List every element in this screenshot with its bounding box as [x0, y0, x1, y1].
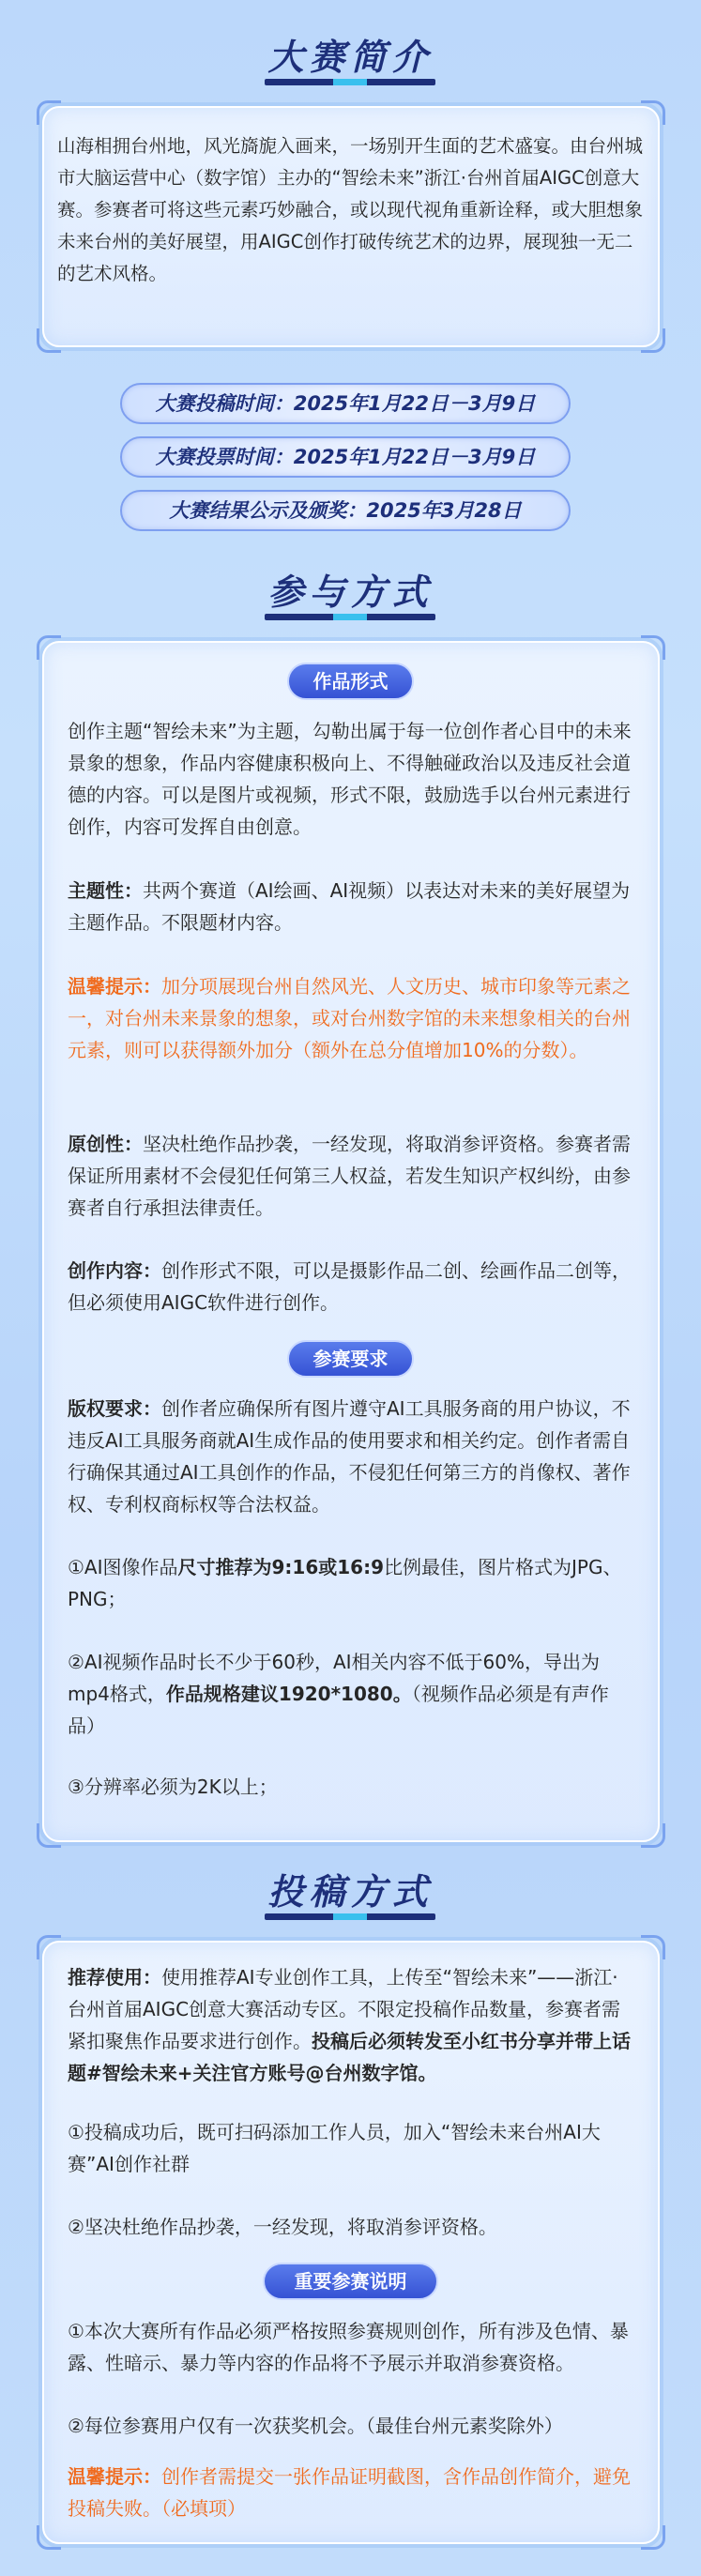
originality-paragraph [68, 1128, 634, 1224]
content-label: 创作内容： [68, 1259, 161, 1282]
image-requirement [68, 1551, 634, 1615]
copyright-label: 版权要求： [68, 1397, 161, 1420]
theme-label: 主题性： [68, 879, 143, 902]
bonus-tip-label: 温馨提示： [68, 975, 161, 998]
date-pill-awards: 大赛结果公示及颁奖：2025年3月28日 [120, 490, 571, 531]
intro-section-header [0, 28, 701, 80]
participation-section-header [0, 563, 701, 615]
date-pill-submission: 大赛投稿时间：2025年1月22日－3月9日 [120, 383, 571, 424]
form-body: 创作主题“智绘未来”为主题，勾勒出属于每一位创作者心目中的未来景象的想象，作品内容健康积极向上、不得触碰政治以及违反社会道德的内容。可以是图片或视频，形式不限，鼓励选手以台州元素进行创作，内容可发挥自由创意。 [68, 720, 632, 838]
submission-title: 投稿方式 [267, 1870, 434, 1913]
form-heading-pill: 作品形式 [287, 663, 414, 700]
final-tip-label: 温馨提示： [68, 2465, 161, 2488]
image-req-size: 尺寸推荐为9:16或16:9 [177, 1556, 385, 1578]
originality-label: 原创性： [68, 1133, 143, 1155]
copyright-paragraph [68, 1393, 634, 1520]
video-requirement [68, 1646, 634, 1742]
submission-item-1: ①投稿成功后，既可扫码添加工作人员，加入“智绘未来台州AI大赛”AI创作社群 [68, 2121, 601, 2175]
resolution-requirement: ③分辨率必须为2K以上； [68, 1776, 278, 1798]
content-body: 创作形式不限，可以是摄影作品二创、绘画作品二创等，但必须使用AIGC软件进行创作。 [68, 1259, 631, 1314]
date-pill-voting: 大赛投票时间：2025年1月22日－3月9日 [120, 436, 571, 478]
note-1: ①本次大赛所有作品必须严格按照参赛规则创作，所有涉及色情、暴露、性暗示、暴力等内容的作品将不予展示并取消参赛资格。 [68, 2320, 629, 2374]
note-2: ②每位参赛用户仅有一次获奖机会。（最佳台州元素奖除外） [68, 2415, 563, 2437]
video-req-prefix: ②AI视频作品时长不少于60秒，AI相关内容不低于60%，导出为mp4格式， [68, 1651, 600, 1705]
recommend-paragraph [68, 1961, 634, 2089]
recommend-body: 使用推荐AI专业创作工具，上传至“智绘未来”——浙江·台州首届AIGC创意大赛活动专区。不限定投稿作品数量，参赛者需紧扣聚焦作品要求进行创作。 [68, 1966, 621, 2052]
participation-title: 参与方式 [267, 571, 434, 613]
submission-section-header [0, 1863, 701, 1914]
participation-title-underline [0, 614, 701, 623]
submission-item-2: ②坚决杜绝作品抄袭，一经发现，将取消参评资格。 [68, 2216, 497, 2238]
video-req-suffix: （视频作品必须是有声作品） [68, 1683, 609, 1737]
intro-body: 山海相拥台州地，风光旖旎入画来，一场别开生面的艺术盛宴。由台州城市大脑运营中心（数字馆）主办的“智绘未来”浙江·台州首届AIGC创意大赛。参赛者可将这些元素巧妙融合，或以现代视角重新诠释，或大胆想象未来台州的美好展望，用AIGC创作打破传统艺术的边界，展现独一无二的艺术风格。 [57, 135, 644, 284]
requirements-heading-pill: 参赛要求 [287, 1340, 414, 1378]
intro-card [42, 106, 660, 347]
final-tip-paragraph [68, 2461, 634, 2524]
image-req-suffix: 比例最佳，图片格式为JPG、PNG； [68, 1556, 622, 1610]
intro-title: 大赛简介 [267, 36, 434, 78]
theme-body: 共两个赛道（AI绘画、AI视频）以表达对未来的美好展望为主题作品。不限题材内容。 [68, 879, 631, 934]
copyright-body: 创作者应确保所有图片遵守AI工具服务商的用户协议，不违反AI工具服务商就AI生成作品的使用要求和相关约定。创作者需自行确保其通过AI工具创作的作品，不侵犯任何第三方的肖像权、著作权、专利权商标权等合法权益。 [68, 1397, 631, 1516]
video-req-spec: 作品规格建议1920*1080。 [165, 1683, 412, 1705]
bonus-tip-body: 加分项展现台州自然风光、人文历史、城市印象等元素之一，对台州未来景象的想象，或对台州数字馆的未来想象相关的台州元素，则可以获得额外加分（额外在总分值增加10%的分数）。 [68, 975, 631, 1061]
bonus-tip-paragraph [68, 970, 634, 1066]
final-tip-body: 创作者需提交一张作品证明截图，含作品创作简介，避免投稿失败。（必填项） [68, 2465, 631, 2520]
theme-paragraph [68, 875, 634, 938]
image-req-prefix: ①AI图像作品 [68, 1556, 178, 1578]
submission-title-underline [0, 1913, 701, 1923]
recommend-label: 推荐使用： [68, 1966, 161, 1989]
content-paragraph [68, 1255, 634, 1318]
important-notes-heading-pill: 重要参赛说明 [263, 2263, 438, 2300]
originality-body: 坚决杜绝作品抄袭，一经发现，将取消参评资格。参赛者需保证所用素材不会侵犯任何第三人权益，若发生知识产权纠纷，由参赛者自行承担法律责任。 [68, 1133, 631, 1219]
recommend-share-instruction: 投稿后必须转发至小红书分享并带上话题#智绘未来+关注官方账号@台州数字馆。 [68, 2030, 631, 2084]
intro-title-underline [0, 79, 701, 88]
